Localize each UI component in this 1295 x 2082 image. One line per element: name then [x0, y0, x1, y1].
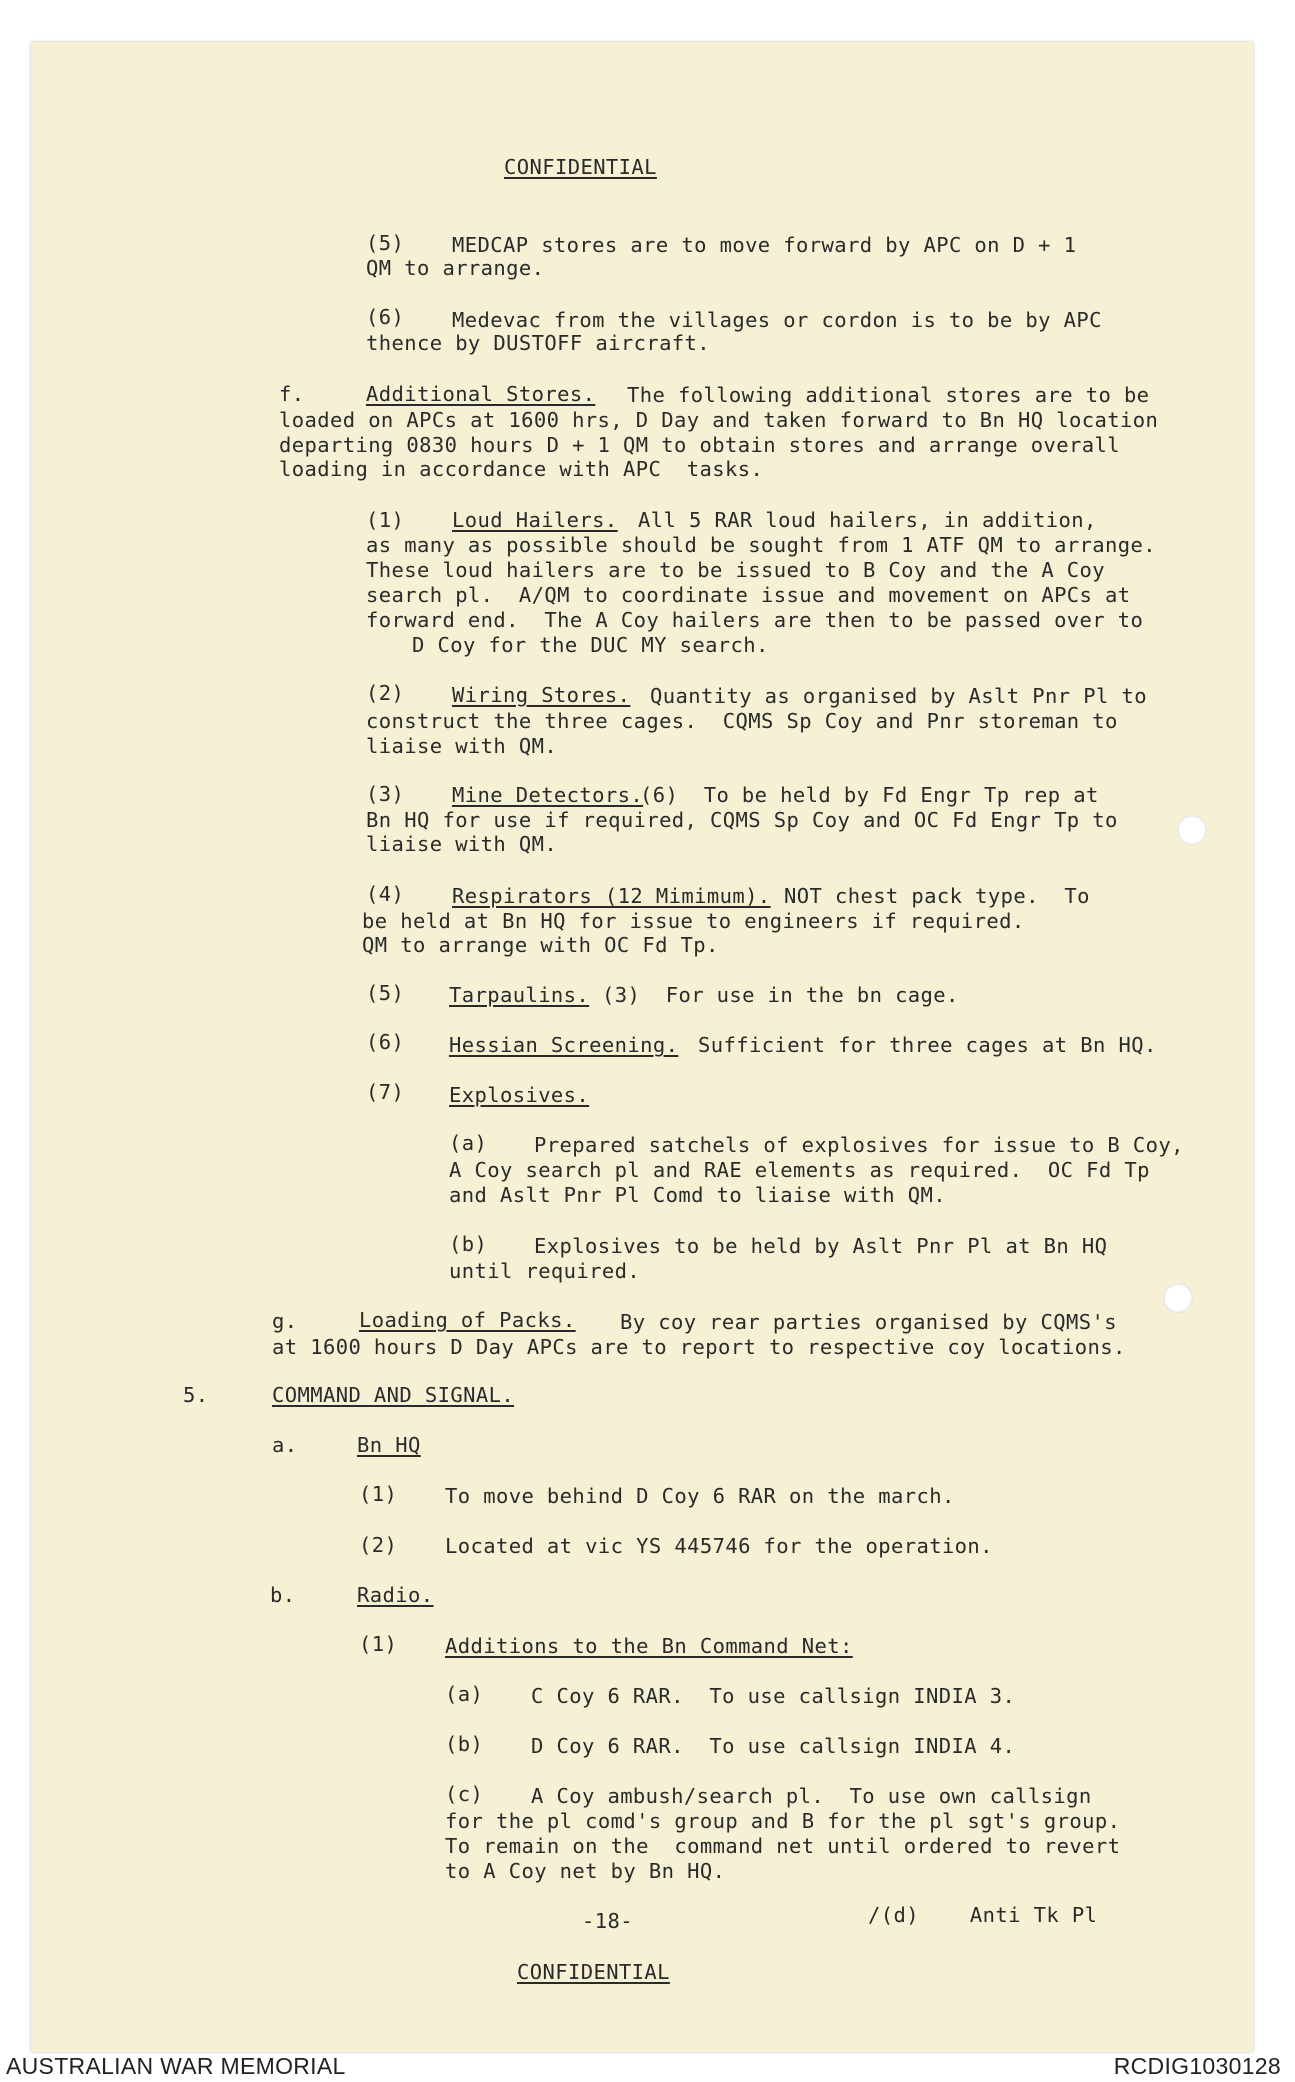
para-heading: Additional Stores.: [366, 382, 596, 406]
text-line: as many as possible should be sought from 1 ATF QM to arrange.: [366, 533, 1157, 557]
text-line: To remain on the command net until ordered to revert: [445, 1834, 1121, 1858]
archive-credit: AUSTRALIAN WAR MEMORIAL: [6, 2053, 346, 2079]
para-heading: Bn HQ: [357, 1433, 421, 1457]
para-number: (c): [445, 1782, 484, 1806]
para-number: (1): [366, 508, 405, 532]
para-number: (4): [366, 882, 405, 906]
para-heading: Explosives.: [449, 1083, 590, 1107]
para-number: (2): [366, 681, 405, 705]
text-line: A Coy search pl and RAE elements as required. OC Fd Tp: [449, 1158, 1150, 1182]
text-line: be held at Bn HQ for issue to engineers if required.: [362, 909, 1025, 933]
para-number: (b): [449, 1232, 488, 1256]
text-line: for the pl comd's group and B for the pl sgt's group.: [445, 1809, 1121, 1833]
para-number: f.: [279, 382, 305, 406]
text-line: search pl. A/QM to coordinate issue and movement on APCs at: [366, 583, 1131, 607]
text-line: D Coy for the DUC MY search.: [412, 633, 769, 657]
text-line: QM to arrange.: [366, 256, 545, 280]
para-number: (6): [366, 305, 405, 329]
text-line: Sufficient for three cages at Bn HQ.: [698, 1033, 1157, 1057]
para-heading: Respirators (12 Mimimum).: [452, 884, 771, 908]
para-heading: Wiring Stores.: [452, 683, 631, 707]
text-line: QM to arrange with OC Fd Tp.: [362, 933, 719, 957]
text-line: loading in accordance with APC tasks.: [279, 457, 764, 481]
text-line: to A Coy net by Bn HQ.: [445, 1859, 726, 1883]
text-line: D Coy 6 RAR. To use callsign INDIA 4.: [531, 1734, 1016, 1758]
text-line: C Coy 6 RAR. To use callsign INDIA 3.: [531, 1684, 1016, 1708]
para-number: (1): [359, 1632, 398, 1656]
text-line: Explosives to be held by Aslt Pnr Pl at Bn HQ: [534, 1234, 1108, 1258]
text-line: and Aslt Pnr Pl Comd to liaise with QM.: [449, 1183, 946, 1207]
text-line: loaded on APCs at 1600 hrs, D Day and taken forward to Bn HQ location: [279, 408, 1159, 432]
text-line: forward end. The A Coy hailers are then to be passed over to: [366, 608, 1144, 632]
para-heading: Additions to the Bn Command Net:: [445, 1634, 853, 1658]
para-heading: Mine Detectors.: [452, 783, 644, 807]
text-line: A Coy ambush/search pl. To use own callsign: [531, 1784, 1092, 1808]
text-line: NOT chest pack type. To: [784, 884, 1090, 908]
text-line: By coy rear parties organised by CQMS's: [620, 1310, 1117, 1334]
para-number: a.: [272, 1433, 298, 1457]
text-line: The following additional stores are to be: [627, 383, 1150, 407]
para-number: (3): [366, 782, 405, 806]
text-line: Located at vic YS 445746 for the operation.: [445, 1534, 993, 1558]
para-number: (1): [359, 1482, 398, 1506]
page-number: -18-: [582, 1909, 633, 1933]
para-number: (5): [366, 231, 405, 255]
text-line: Quantity as organised by Aslt Pnr Pl to: [650, 684, 1147, 708]
continuation-note: /(d) Anti Tk Pl: [868, 1903, 1098, 1927]
para-heading: Hessian Screening.: [449, 1033, 679, 1057]
text-line: MEDCAP stores are to move forward by APC on D + 1: [452, 233, 1077, 257]
para-number: (7): [366, 1080, 405, 1104]
para-number: (6): [366, 1030, 405, 1054]
text-line: thence by DUSTOFF aircraft.: [366, 331, 711, 355]
text-line: until required.: [449, 1259, 641, 1283]
archive-id: RCDIG1030128: [1113, 2053, 1281, 2079]
text-line: (6) To be held by Fd Engr Tp rep at: [640, 783, 1099, 807]
para-number: g.: [272, 1309, 298, 1333]
para-heading: Radio.: [357, 1583, 434, 1607]
para-number: (a): [445, 1682, 484, 1706]
text-line: at 1600 hours D Day APCs are to report to respective coy locations.: [272, 1335, 1126, 1359]
text-line: All 5 RAR loud hailers, in addition,: [638, 508, 1097, 532]
para-heading: Tarpaulins.: [449, 983, 590, 1007]
para-heading: Loading of Packs.: [359, 1308, 576, 1332]
text-line: These loud hailers are to be issued to B Coy and the A Coy: [366, 558, 1106, 582]
text-line: departing 0830 hours D + 1 QM to obtain stores and arrange overall: [279, 433, 1120, 457]
text-line: Prepared satchels of explosives for issue to B Coy,: [534, 1133, 1184, 1157]
para-number: (2): [359, 1533, 398, 1557]
text-line: construct the three cages. CQMS Sp Coy and Pnr storeman to: [366, 709, 1118, 733]
text-line: Bn HQ for use if required, CQMS Sp Coy and OC Fd Engr Tp to: [366, 808, 1118, 832]
classification-header: CONFIDENTIAL: [504, 155, 657, 179]
classification-footer: CONFIDENTIAL: [517, 1960, 670, 1984]
text-line: (3) For use in the bn cage.: [602, 983, 959, 1007]
para-number: (a): [449, 1131, 488, 1155]
punch-hole: [1177, 815, 1207, 845]
punch-hole: [1163, 1283, 1193, 1313]
para-number: (b): [445, 1732, 484, 1756]
para-number: (5): [366, 981, 405, 1005]
text-line: To move behind D Coy 6 RAR on the march.: [445, 1484, 955, 1508]
text-line: liaise with QM.: [366, 734, 558, 758]
section-number: 5.: [183, 1383, 209, 1407]
para-number: b.: [270, 1583, 296, 1607]
text-line: liaise with QM.: [366, 832, 558, 856]
text-line: Medevac from the villages or cordon is to be by APC: [452, 308, 1102, 332]
section-heading: COMMAND AND SIGNAL.: [272, 1383, 515, 1407]
para-heading: Loud Hailers.: [452, 508, 618, 532]
